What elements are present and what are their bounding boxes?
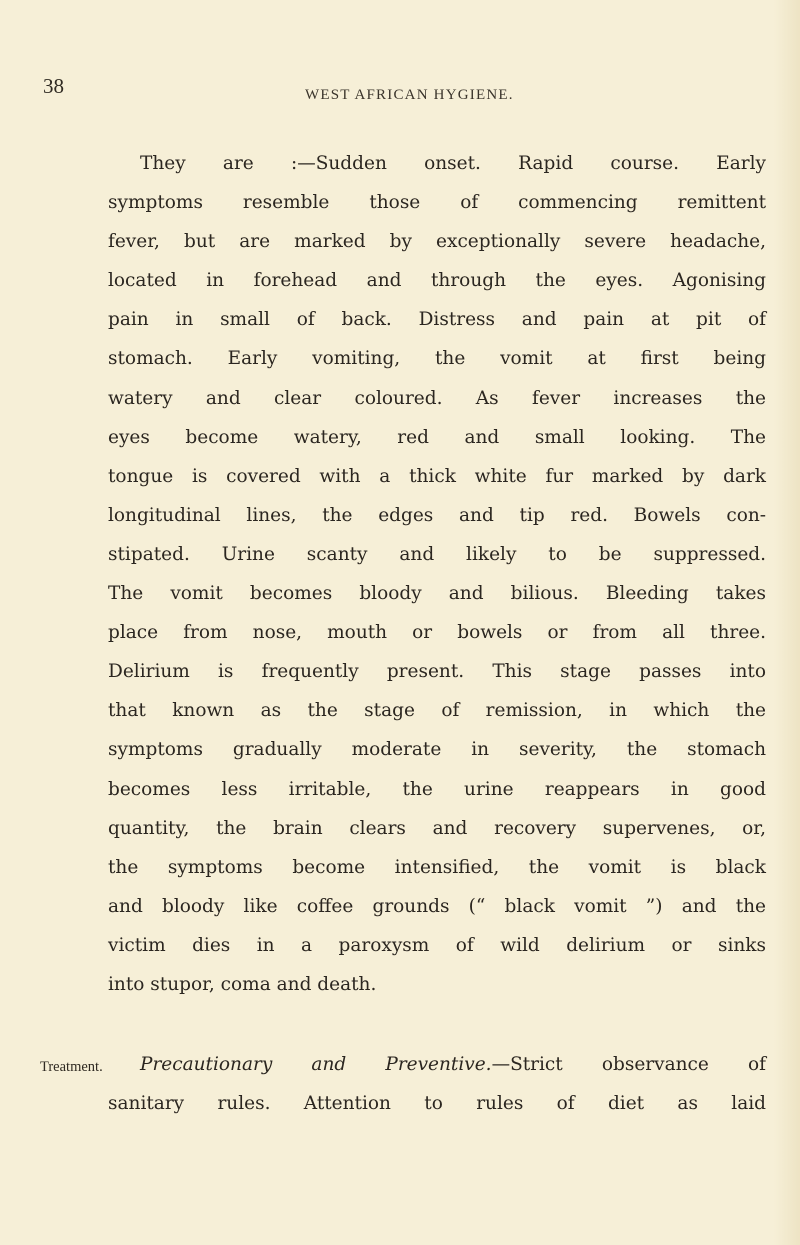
text-line: stomach. Early vomiting, the vomit at first being (108, 348, 766, 370)
text-line: victim dies in a paroxysm of wild delirium or sinks (108, 934, 766, 956)
text-line: eyes become watery, red and small looking. The (108, 426, 766, 448)
page-number: 38 (43, 74, 64, 98)
symptoms-paragraph (108, 144, 766, 1004)
text-line: that known as the stage of remission, in which the (108, 700, 766, 722)
treatment-line1-text: —Strict observance of (491, 1054, 766, 1075)
text-line: quantity, the brain clears and recovery supervenes, or, (108, 817, 766, 839)
text-line: pain in small of back. Distress and pain at pit of (108, 309, 766, 331)
running-head: WEST AFRICAN HYGIENE. (305, 87, 514, 103)
text-line: longitudinal lines, the edges and tip red. Bowels con- (108, 504, 766, 526)
page-edge-shadow (774, 0, 800, 1245)
text-line: symptoms gradually moderate in severity, the stomach (108, 739, 766, 761)
text-line: Delirium is frequently present. This stage passes into (108, 661, 766, 683)
text-line: and bloody like coffee grounds (“ black vomit ”) and the (108, 895, 766, 917)
treatment-paragraph (108, 1045, 766, 1123)
text-line: into stupor, coma and death. (108, 973, 377, 995)
text-line: stipated. Urine scanty and likely to be suppressed. (108, 543, 766, 565)
text-line: They are :—Sudden onset. Rapid course. Early (140, 153, 766, 174)
margin-note-treatment: Treatment. (40, 1059, 103, 1075)
text-line: The vomit becomes bloody and bilious. Bleeding takes (108, 583, 766, 605)
text-line: watery and clear coloured. As fever increases the (108, 387, 766, 409)
text-line: tongue is covered with a thick white fur marked by dark (108, 465, 766, 487)
text-line: place from nose, mouth or bowels or from all three. (108, 622, 766, 644)
text-line: the symptoms become intensified, the vomit is black (108, 856, 766, 878)
text-line: becomes less irritable, the urine reappears in good (108, 778, 766, 800)
text-line (108, 1045, 766, 1084)
treatment-heading: Precautionary and Preventive. (140, 1054, 492, 1075)
text-line: located in forehead and through the eyes. Agonising (108, 270, 766, 292)
text-line: fever, but are marked by exceptionally severe headache, (108, 231, 766, 253)
text-line: symptoms resemble those of commencing remittent (108, 192, 766, 214)
text-line: sanitary rules. Attention to rules of diet as laid (108, 1093, 766, 1115)
